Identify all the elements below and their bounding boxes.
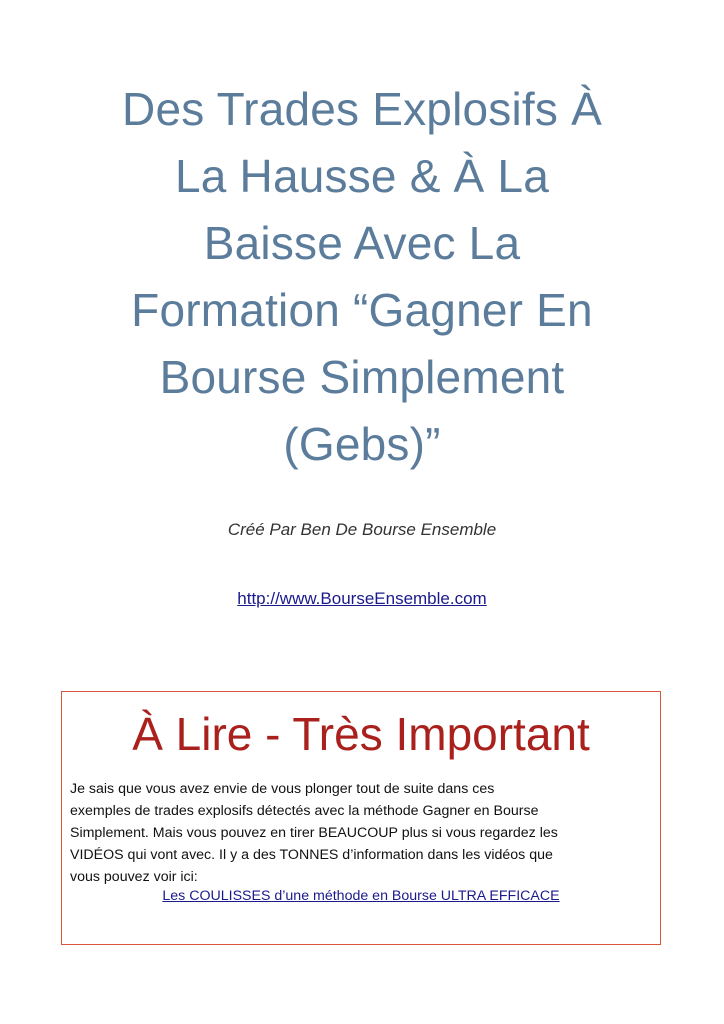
notice-body-line: exemples de trades explosifs détectés avec la méthode Gagner en Bourse: [70, 803, 539, 819]
document-title: [60, 76, 664, 478]
website-link[interactable]: http://www.BourseEnsemble.com: [237, 589, 487, 608]
title-line: La Hausse & À La: [175, 150, 549, 202]
video-link[interactable]: Les COULISSES d’une méthode en Bourse ULTRA EFFICACE: [162, 888, 560, 904]
author-byline: Créé Par Ben De Bourse Ensemble: [227, 520, 497, 539]
notice-heading: À Lire - Très Important: [132, 708, 590, 760]
title-line: Bourse Simplement: [159, 351, 565, 403]
title-line: Baisse Avec La: [203, 217, 521, 269]
website-link-container: [0, 589, 724, 609]
notice-body-line: Je sais que vous avez envie de vous plonger tout de suite dans ces: [70, 781, 495, 797]
notice-body-line: vous pouvez voir ici:: [70, 869, 198, 885]
title-line: Des Trades Explosifs À: [122, 83, 602, 135]
notice-body-line: VIDÉOS qui vont avec. Il y a des TONNES d’information dans les vidéos que: [70, 847, 553, 863]
title-line: (Gebs)”: [283, 418, 441, 470]
title-line: Formation “Gagner En: [131, 284, 593, 336]
notice-body-line: Simplement. Mais vous pouvez en tirer BEAUCOUP plus si vous regardez les: [70, 825, 558, 841]
video-link-container: [61, 888, 661, 904]
notice-body: [70, 778, 660, 888]
